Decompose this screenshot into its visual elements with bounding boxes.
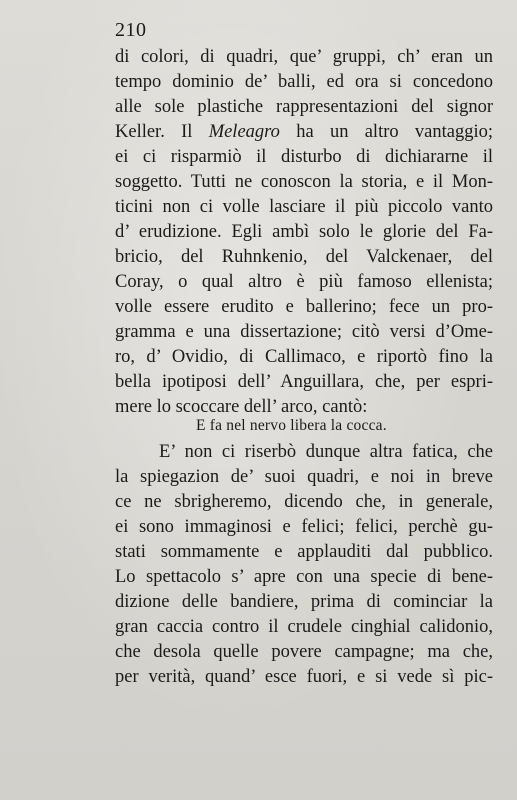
text-line: alle sole plastiche rappresentazioni del signor xyxy=(115,97,493,117)
text-line: E’ non ci riserbò dunque altra fatica, che xyxy=(159,442,493,462)
text-line: che desola quelle povere campagne; ma che, xyxy=(115,642,493,662)
text-line: di colori, di quadri, que’ gruppi, ch’ eran un xyxy=(115,47,493,67)
text-line: gramma e una dissertazione; citò versi d’Ome- xyxy=(115,322,493,342)
text-line: ce ne sbrigheremo, dicendo che, in generale, xyxy=(115,492,493,512)
text-line: d’ erudizione. Egli ambì solo le glorie del Fa- xyxy=(115,222,493,242)
text-line: gran caccia contro il crudele cinghial calidonio, xyxy=(115,617,493,637)
text-line: ticini non ci volle lasciare il più piccolo vanto xyxy=(115,197,493,217)
text-line: tempo dominio de’ balli, ed ora si concedono xyxy=(115,72,493,92)
text-line: ro, d’ Ovidio, di Callimaco, e riportò fino la xyxy=(115,347,493,367)
paragraph-1 xyxy=(115,45,493,420)
text-line: Lo spettacolo s’ apre con una specie di bene- xyxy=(115,567,493,587)
text-line: per verità, quand’ esce fuori, e si vede sì pic- xyxy=(115,667,493,687)
text-line: stati sommamente e applauditi dal pubblico. xyxy=(115,542,493,562)
text-line: bella ipotiposi dell’ Anguillara, che, per espri- xyxy=(115,372,493,392)
text-line: volle essere erudito e ballerino; fece un pro- xyxy=(115,297,493,317)
italic-title: Meleagro xyxy=(208,122,280,142)
verse-quote: E fa nel nervo libera la cocca. xyxy=(196,417,387,434)
text-line: mere lo scoccare dell’ arco, cantò: xyxy=(115,397,368,417)
text-line: bricio, del Ruhnkenio, del Valckenaer, del xyxy=(115,247,493,267)
text-line: ei ci risparmiò il disturbo di dichiararne il xyxy=(115,147,493,167)
text-segment: ha un altro vantaggio; xyxy=(279,122,493,142)
text-line: soggetto. Tutti ne conoscon la storia, e il Mon- xyxy=(115,172,493,192)
text-segment: Keller. Il xyxy=(115,122,209,142)
text-line: dizione delle bandiere, prima di cominciar la xyxy=(115,592,493,612)
page-number: 210 xyxy=(115,19,147,41)
text-line: la spiegazion de’ suoi quadri, e noi in breve xyxy=(115,467,493,487)
paragraph-2 xyxy=(115,440,493,690)
text-line: Coray, o qual altro è più famoso ellenista; xyxy=(115,272,493,292)
text-line: ei sono immaginosi e felici; felici, perchè gu- xyxy=(115,517,493,537)
text-line xyxy=(115,120,493,145)
